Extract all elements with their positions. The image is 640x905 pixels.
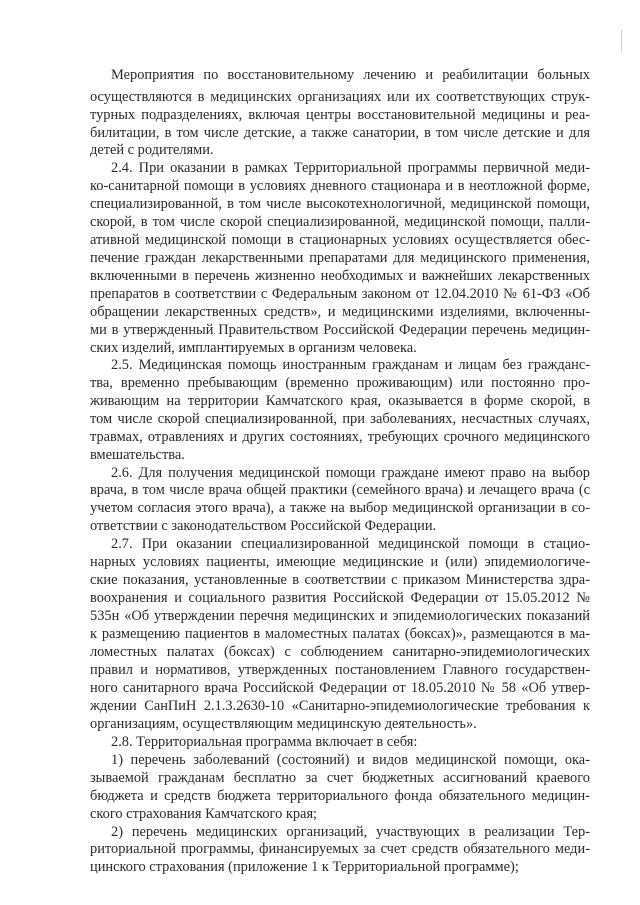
text-line: бюджета и средств бюджета территориального фонда обязательного медицин-	[90, 788, 590, 804]
text-line: ативной медицинской помощи в стационарных условиях осуществляется обес-	[90, 232, 590, 248]
text-line: ских изделий, имплантируемых в организм человека.	[90, 340, 417, 356]
text-line: учетом согласия этого врача), а также на выбор медицинской организации в со-	[90, 500, 590, 516]
text-line: билитации, в том числе детские, а также санатории, в том числе детские и для	[90, 125, 590, 141]
text-line: ответствии с законодательством Российской Федерации.	[90, 518, 437, 534]
text-line: ского страхования Камчатского края;	[90, 806, 318, 822]
text-line: специализированной, в том числе высокотехнологичной, медицинской помощи,	[90, 196, 590, 212]
text-line: травмах, отравлениях и других состояниях, требующих срочного медицинского	[90, 429, 590, 445]
text-line: ми в утвержденный Правительством Российской Федерации перечень медицин-	[90, 322, 590, 338]
section-2-8-line: 2.8. Территориальная программа включает в себя:	[111, 734, 418, 750]
text-line: печение граждан лекарственными препаратами для медицинского применения,	[90, 250, 590, 266]
text-line: ские показания, установленные в соответствии с приказом Министерства здра-	[90, 572, 590, 588]
text-line: включенными в перечень жизненно необходимых и важнейших лекарственных	[90, 268, 590, 284]
text-line: врача, в том числе врача общей практики (семейного врача) и лечащего врача (с	[90, 482, 590, 498]
section-2-5-line: 2.5. Медицинская помощь иностранным гражданам и лицам без гражданс-	[111, 357, 590, 373]
text-line: препаратов в соответствии с Федеральным законом от 12.04.2010 № 61-ФЗ «Об	[90, 286, 590, 302]
text-line: обращении лекарственных средств», и медицинскими изделиями, включенны-	[90, 304, 590, 320]
text-line: ломестных палатах (боксах) с соблюдением санитарно-эпидемиологических	[90, 644, 590, 660]
list-item-1-line: 1) перечень заболеваний (состояний) и видов медицинской помощи, ока-	[111, 752, 590, 768]
text-line: ного санитарного врача Российской Федерации от 18.05.2010 № 58 «Об утвер-	[90, 680, 590, 696]
text-line: ко-санитарной помощи в условиях дневного стационара и в неотложной форме,	[90, 178, 590, 194]
text-line: вмешательства.	[90, 447, 185, 463]
scan-margin-mark	[621, 30, 628, 52]
text-line: живающим на территории Камчатского края, оказывается в форме скорой, в	[90, 393, 590, 409]
section-2-7-line: 2.7. При оказании специализированной медицинской помощи в стацио-	[111, 536, 590, 552]
text-line: детей с родителями.	[90, 142, 214, 158]
text-line: цинского страхования (приложение 1 к Территориальной программе);	[90, 859, 519, 875]
text-line: осуществляются в медицинских организациях или их соответствующих струк-	[90, 89, 590, 105]
section-2-6-line: 2.6. Для получения медицинской помощи граждане имеют право на выбор	[111, 465, 590, 481]
text-line: зываемой гражданам бесплатно за счет бюджетных ассигнований краевого	[90, 770, 590, 786]
text-line: турных подразделениях, включая центры восстановительной медицины и реа-	[90, 107, 590, 123]
text-line: скорой, в том числе скорой специализированной, медицинской помощи, палли-	[90, 214, 590, 230]
text-line: правил и нормативов, утвержденных постановлением Главного государствен-	[90, 662, 590, 678]
text-line: том числе скорой специализированной, при заболеваниях, несчастных случаях,	[90, 411, 590, 427]
section-2-4-line: 2.4. При оказании в рамках Территориальной программы первичной меди-	[111, 160, 590, 176]
paragraph-rehabilitation-line: Мероприятия по восстановительному лечению и реабилитации больных	[111, 67, 590, 83]
text-line: к размещению пациентов в маломестных палатах (боксах)», размещаются в ма-	[90, 626, 590, 642]
text-line: организациям, осуществляющим медицинскую деятельность».	[90, 716, 477, 732]
text-line: 535н «Об утверждении перечня медицинских и эпидемиологических показаний	[90, 608, 590, 624]
list-item-2-line: 2) перечень медицинских организаций, участвующих в реализации Тер-	[111, 824, 590, 840]
text-line: воохранения и социального развития Российской Федерации от 15.05.2012 №	[90, 590, 590, 606]
text-line: нарных условиях пациенты, имеющие медицинские и (или) эпидемиологиче-	[90, 554, 590, 570]
text-line: ждении СанПиН 2.1.3.2630-10 «Санитарно-эпидемиологические требования к	[90, 698, 590, 714]
text-line: тва, временно пребывающим (временно проживающим) или постоянно про-	[90, 375, 590, 391]
text-line: риториальной программы, финансируемых за счет средств обязательного меди-	[90, 841, 590, 857]
